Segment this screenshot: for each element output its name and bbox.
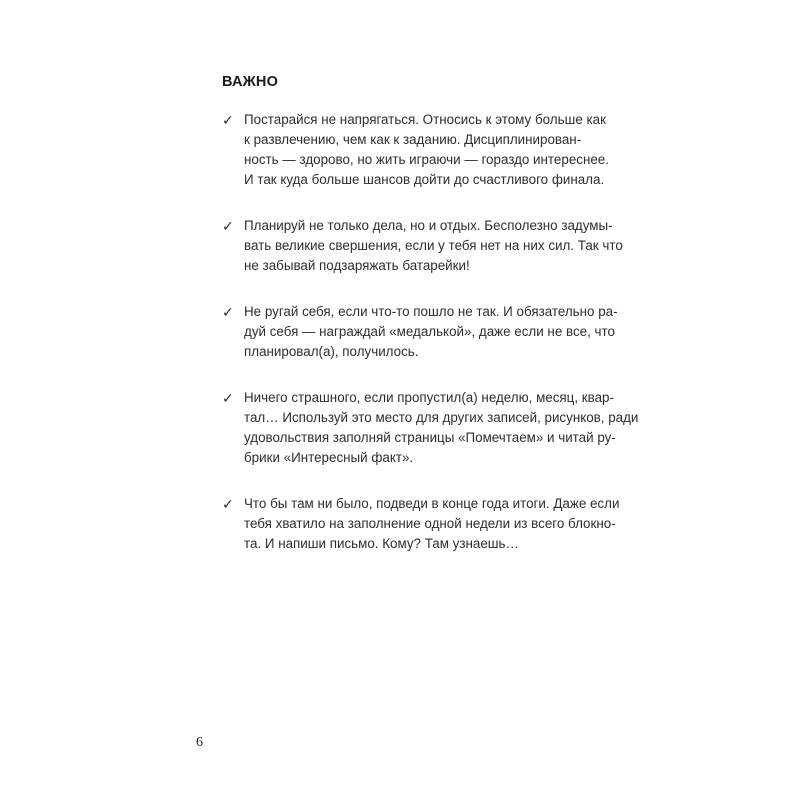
item-line: брики «Интересный факт». xyxy=(244,450,414,465)
item-line: вать великие свершения, если у тебя нет на них сил. Так что xyxy=(244,238,623,253)
page-number: 6 xyxy=(196,735,203,750)
item-line: удовольствия заполняй страницы «Помечтаем» и читай ру- xyxy=(244,430,616,445)
item-line: Планируй не только дела, но и отдых. Бесполезно задумы- xyxy=(244,218,613,233)
item-line: И так куда больше шансов дойти до счастливого финала. xyxy=(244,172,605,187)
item-line: тал… Используй это место для других записей, рисунков, ради xyxy=(244,410,639,425)
item-line: ность — здорово, но жить играючи — гораздо интереснее. xyxy=(244,152,609,167)
list-item xyxy=(222,388,639,468)
list-item xyxy=(222,110,609,190)
item-line: Ничего страшного, если пропустил(а) неделю, месяц, квар- xyxy=(244,390,614,405)
item-line: дуй себя — награждай «медалькой», даже если не все, что xyxy=(244,324,615,339)
list-item xyxy=(222,302,618,362)
item-line: к развлечению, чем как к заданию. Дисциплинирован- xyxy=(244,132,582,147)
checkmark-icon: ✓ xyxy=(222,496,234,512)
item-line: не забывай подзаряжать батарейки! xyxy=(244,258,470,273)
item-line: тебя хватило на заполнение одной недели из всего блокно- xyxy=(244,516,616,531)
item-line: та. И напиши письмо. Кому? Там узнаешь… xyxy=(244,536,519,551)
item-line: Постарайся не напрягаться. Относись к этому больше как xyxy=(244,112,606,127)
checkmark-icon: ✓ xyxy=(222,218,234,234)
list-item xyxy=(222,494,620,554)
tips-list xyxy=(222,110,639,580)
checkmark-icon: ✓ xyxy=(222,390,234,406)
checkmark-icon: ✓ xyxy=(222,112,234,128)
item-line: Что бы там ни было, подведи в конце года итоги. Даже если xyxy=(244,496,620,511)
checkmark-icon: ✓ xyxy=(222,304,234,320)
list-item xyxy=(222,216,623,276)
item-line: Не ругай себя, если что-то пошло не так. И обязательно ра- xyxy=(244,304,618,319)
item-line: планировал(а), получилось. xyxy=(244,344,419,359)
section-heading: ВАЖНО xyxy=(222,74,279,90)
